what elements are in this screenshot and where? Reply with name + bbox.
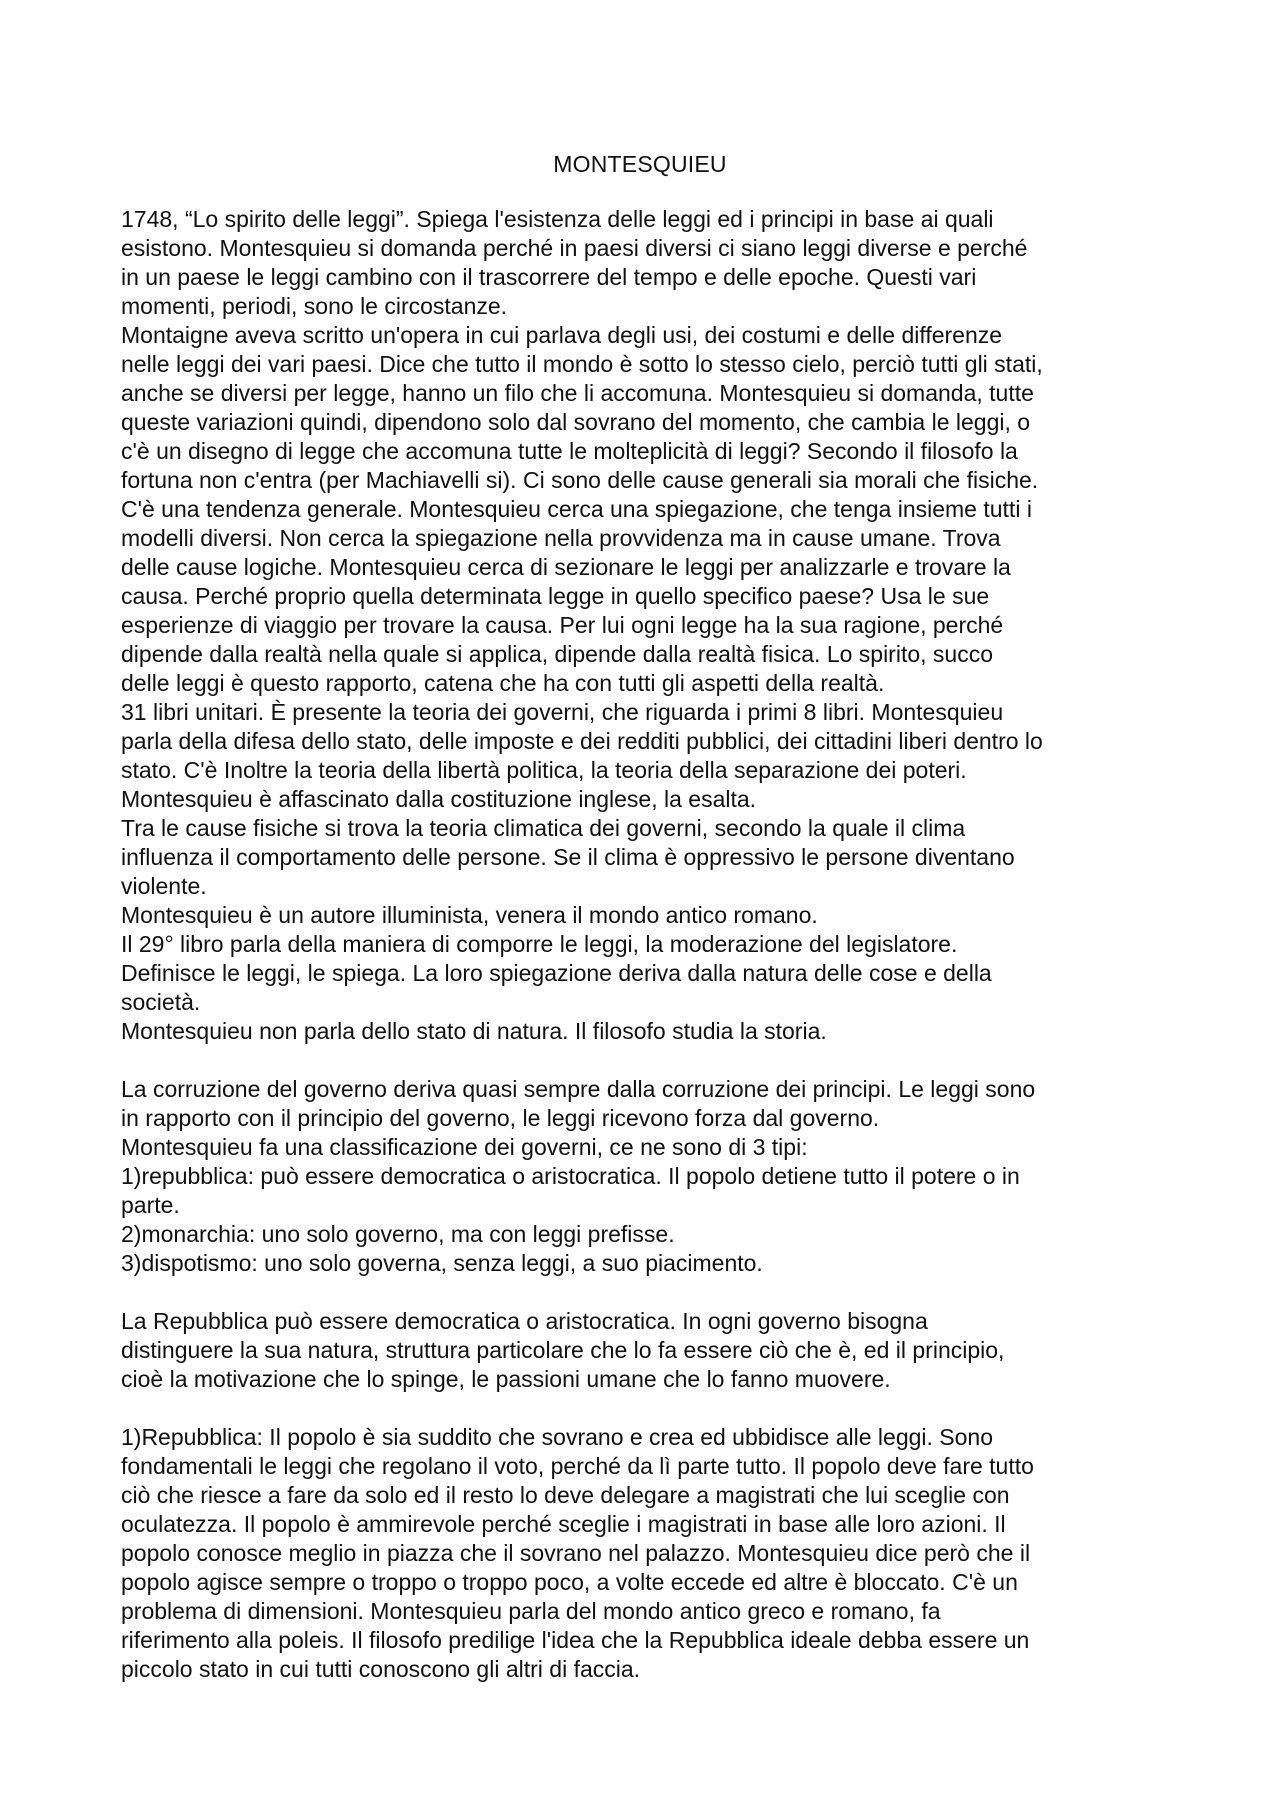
text-line: 3)dispotismo: uno solo governa, senza leggi, a suo piacimento. xyxy=(121,1250,763,1276)
text-line: momenti, periodi, sono le circostanze. xyxy=(121,293,508,319)
text-line: dipende dalla realtà nella quale si applica, dipende dalla realtà fisica. Lo spirito, succo xyxy=(121,641,994,667)
document-body xyxy=(121,205,1173,1684)
text-line: 1)repubblica: può essere democratica o aristocratica. Il popolo detiene tutto il potere o in xyxy=(121,1163,1020,1189)
text-line: anche se diversi per legge, hanno un filo che li accomuna. Montesquieu si domanda, tutte xyxy=(121,380,1034,406)
text-line: La corruzione del governo deriva quasi sempre dalla corruzione dei principi. Le leggi sono xyxy=(121,1076,1036,1102)
text-line: fondamentali le leggi che regolano il voto, perché da lì parte tutto. Il popolo deve fare tutto xyxy=(121,1453,1034,1479)
text-line: delle cause logiche. Montesquieu cerca di sezionare le leggi per analizzarle e trovare la xyxy=(121,554,1011,580)
text-line: società. xyxy=(121,989,201,1015)
text-line: problema di dimensioni. Montesquieu parla del mondo antico greco e romano, fa xyxy=(121,1598,941,1624)
text-line: Montaigne aveva scritto un'opera in cui parlava degli usi, dei costumi e delle differenze xyxy=(121,322,1003,348)
text-line: 2)monarchia: uno solo governo, ma con leggi prefisse. xyxy=(121,1221,675,1247)
text-line: stato. C'è Inoltre la teoria della libertà politica, la teoria della separazione dei poteri. xyxy=(121,757,967,783)
text-line: nelle leggi dei vari paesi. Dice che tutto il mondo è sotto lo stesso cielo, perciò tutti gli stati, xyxy=(121,351,1043,377)
text-line: piccolo stato in cui tutti conoscono gli altri di faccia. xyxy=(121,1656,641,1682)
text-line: esperienze di viaggio per trovare la causa. Per lui ogni legge ha la sua ragione, perché xyxy=(121,612,1004,638)
text-line: in un paese le leggi cambino con il trascorrere del tempo e delle epoche. Questi vari xyxy=(121,264,977,290)
text-line: queste variazioni quindi, dipendono solo dal sovrano del momento, che cambia le leggi, o xyxy=(121,409,1031,435)
text-line: in rapporto con il principio del governo, le leggi ricevono forza dal governo. xyxy=(121,1105,880,1131)
text-line: 1)Repubblica: Il popolo è sia suddito che sovrano e crea ed ubbidisce alle leggi. Sono xyxy=(121,1424,994,1450)
text-line: 31 libri unitari. È presente la teoria dei governi, che riguarda i primi 8 libri. Montesquieu xyxy=(121,699,1004,725)
text-line: oculatezza. Il popolo è ammirevole perché sceglie i magistrati in base alle loro azioni. Il xyxy=(121,1511,1006,1537)
text-line: Montesquieu non parla dello stato di natura. Il filosofo studia la storia. xyxy=(121,1018,827,1044)
text-line: delle leggi è questo rapporto, catena che ha con tutti gli aspetti della realtà. xyxy=(121,670,885,696)
text-line: 1748, “Lo spirito delle leggi”. Spiega l'esistenza delle leggi ed i principi in base ai quali xyxy=(121,206,994,232)
text-line: cioè la motivazione che lo spinge, le passioni umane che lo fanno muovere. xyxy=(121,1366,891,1392)
text-line: popolo agisce sempre o troppo o troppo poco, a volte eccede ed altre è bloccato. C'è un xyxy=(121,1569,1018,1595)
text-line: ciò che riesce a fare da solo ed il resto lo deve delegare a magistrati che lui sceglie con xyxy=(121,1482,1010,1508)
text-line: esistono. Montesquieu si domanda perché in paesi diversi ci siano leggi diverse e perché xyxy=(121,235,1028,261)
text-line: influenza il comportamento delle persone. Se il clima è oppressivo le persone diventano xyxy=(121,844,1015,870)
text-line: Definisce le leggi, le spiega. La loro spiegazione deriva dalla natura delle cose e della xyxy=(121,960,992,986)
text-line: fortuna non c'entra (per Machiavelli si). Ci sono delle cause generali sia morali che fisiche. xyxy=(121,467,1039,493)
text-line: C'è una tendenza generale. Montesquieu cerca una spiegazione, che tenga insieme tutti i xyxy=(121,496,1032,522)
text-line: violente. xyxy=(121,873,207,899)
text-line: Montesquieu fa una classificazione dei governi, ce ne sono di 3 tipi: xyxy=(121,1134,808,1160)
paragraph-gap xyxy=(121,1278,1173,1307)
paragraph-gap xyxy=(121,1046,1173,1075)
text-line: La Repubblica può essere democratica o aristocratica. In ogni governo bisogna xyxy=(121,1308,928,1334)
text-line: modelli diversi. Non cerca la spiegazione nella provvidenza ma in cause umane. Trova xyxy=(121,525,1001,551)
text-line: distinguere la sua natura, struttura particolare che lo fa essere ciò che è, ed il principio, xyxy=(121,1337,1005,1363)
text-line: parla della difesa dello stato, delle imposte e dei redditi pubblici, dei cittadini liberi dentro lo xyxy=(121,728,1043,754)
text-line: Montesquieu è affascinato dalla costituzione inglese, la esalta. xyxy=(121,786,757,812)
text-line: causa. Perché proprio quella determinata legge in quello specifico paese? Usa le sue xyxy=(121,583,990,609)
text-line: popolo conosce meglio in piazza che il sovrano nel palazzo. Montesquieu dice però che il xyxy=(121,1540,1031,1566)
text-line: riferimento alla poleis. Il filosofo predilige l'idea che la Repubblica ideale debba essere un xyxy=(121,1627,1030,1653)
text-line: c'è un disegno di legge che accomuna tutte le molteplicità di leggi? Secondo il filosofo la xyxy=(121,438,1018,464)
text-line: Il 29° libro parla della maniera di comporre le leggi, la moderazione del legislatore. xyxy=(121,931,958,957)
page-title: MONTESQUIEU xyxy=(553,151,727,177)
text-line: Montesquieu è un autore illuminista, venera il mondo antico romano. xyxy=(121,902,818,928)
paragraph-gap xyxy=(121,1394,1173,1423)
text-line: parte. xyxy=(121,1192,180,1218)
text-line: Tra le cause fisiche si trova la teoria climatica dei governi, secondo la quale il clima xyxy=(121,815,966,841)
